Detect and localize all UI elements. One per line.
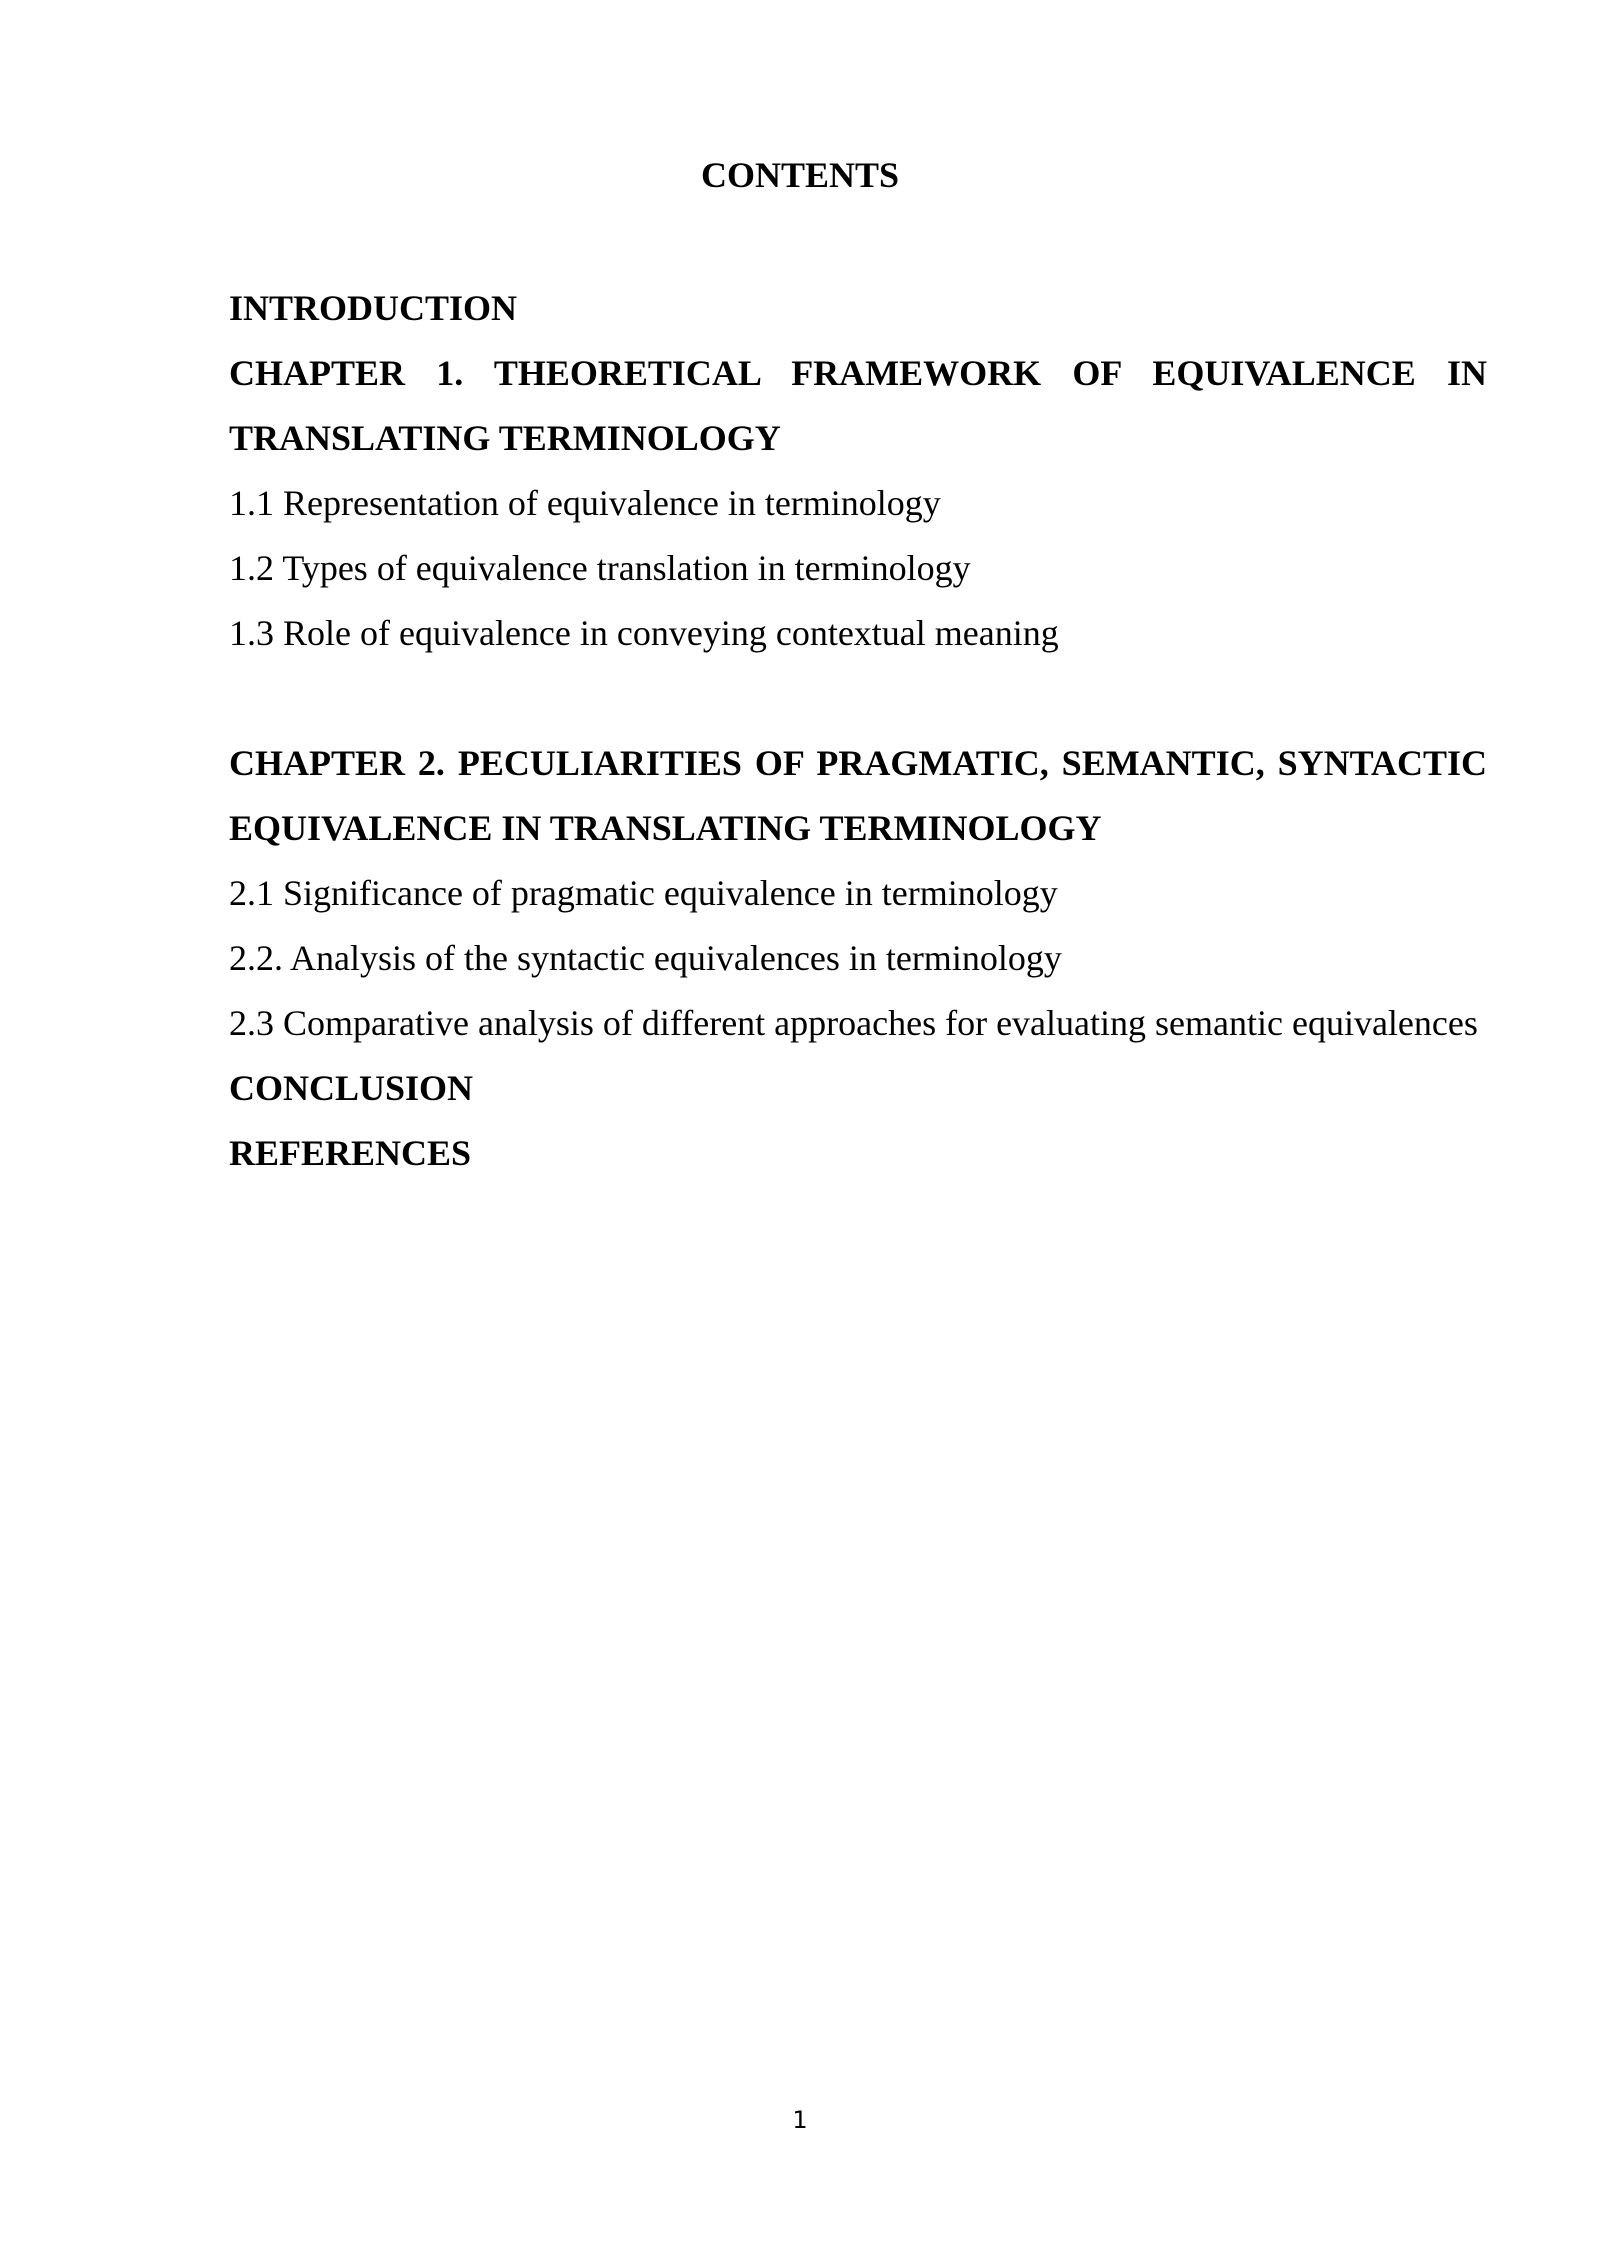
- page-number: 1: [792, 2106, 808, 2134]
- toc-entry-conclusion: CONCLUSION: [229, 1068, 474, 1108]
- table-of-contents: [229, 276, 1487, 1186]
- toc-entry-section-1-2: 1.2 Types of equivalence translation in terminology: [229, 548, 971, 588]
- toc-entry-section-2-1: 2.1 Significance of pragmatic equivalence in terminology: [229, 873, 1058, 913]
- toc-entry-section-1-1: 1.1 Representation of equivalence in terminology: [229, 483, 941, 523]
- toc-entry-references: REFERENCES: [229, 1133, 472, 1173]
- contents-title: CONTENTS: [700, 155, 900, 195]
- toc-entry-introduction: INTRODUCTION: [229, 288, 518, 328]
- toc-entry-section-2-2: 2.2. Analysis of the syntactic equivalences in terminology: [229, 938, 1062, 978]
- toc-entry-section-2-3: 2.3 Comparative analysis of different approaches for evaluating semantic equivalences: [229, 1003, 1478, 1043]
- toc-entry-section-1-3: 1.3 Role of equivalence in conveying contextual meaning: [229, 613, 1059, 653]
- toc-entry-chapter-1: CHAPTER 1. THEORETICAL FRAMEWORK OF EQUIVALENCE IN TRANSLATING TERMINOLOGY: [229, 353, 1487, 458]
- toc-entry-chapter-2: CHAPTER 2. PECULIARITIES OF PRAGMATIC, SEMANTIC, SYNTACTIC EQUIVALENCE IN TRANSLATING TERMINOLOGY: [229, 743, 1487, 848]
